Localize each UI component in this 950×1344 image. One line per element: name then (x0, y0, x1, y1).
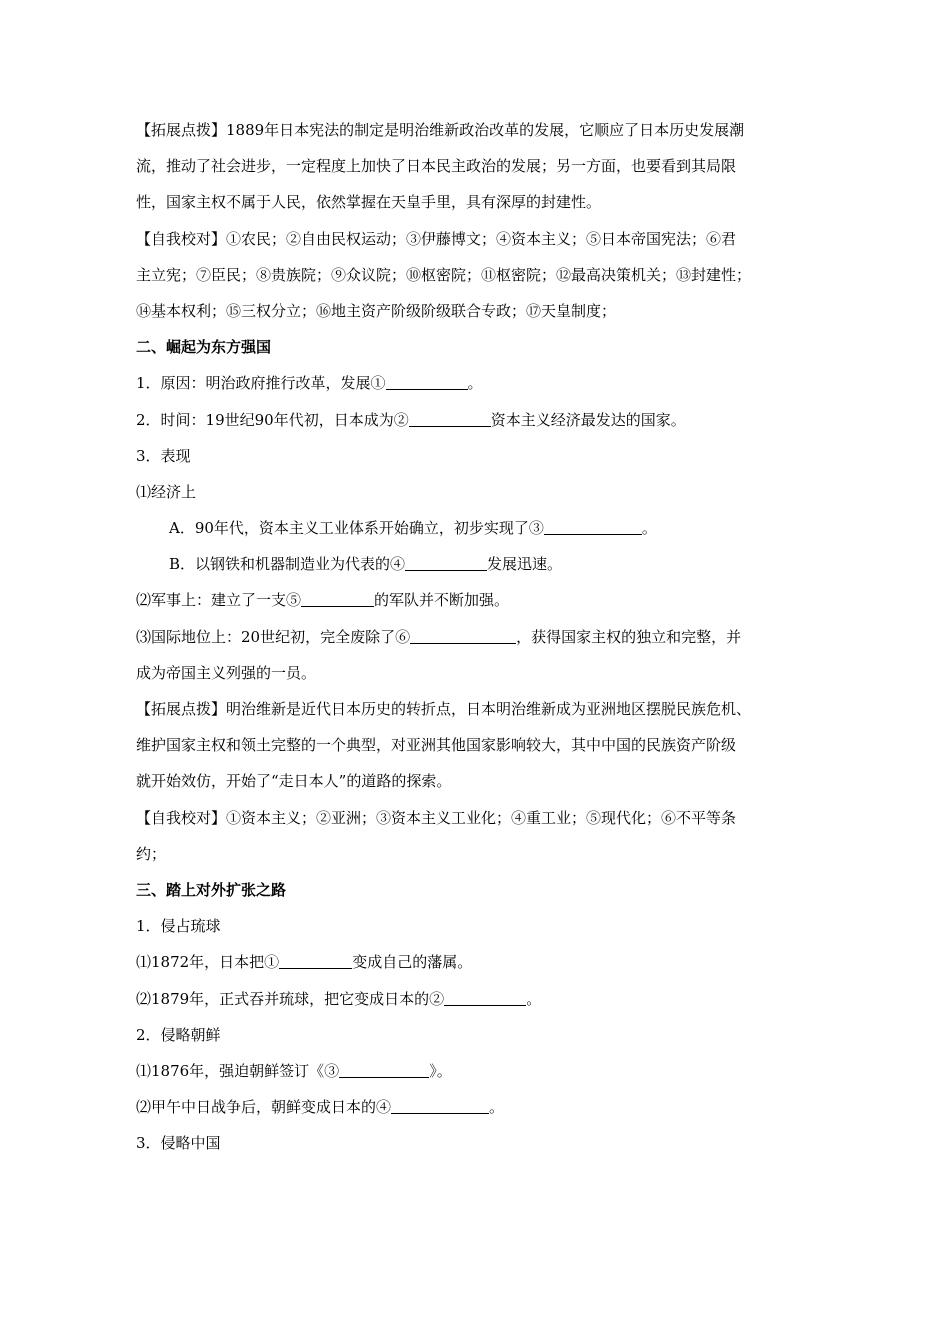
line-text: B．以钢铁和机器制造业为代表的④ (169, 555, 406, 574)
line-text: ⑵军事上：建立了一支⑤ (136, 591, 302, 610)
line-text: 约； (136, 844, 167, 863)
text-line (136, 916, 836, 936)
line-text: 1．侵占琉球 (136, 917, 221, 936)
line-text: ⑵1879年，正式吞并琉球，把它变成日本的② (136, 989, 445, 1008)
section-heading (136, 880, 836, 900)
line-text-after-blank: ，获得国家主权的独立和完整，并 (516, 627, 742, 646)
text-line (136, 1097, 836, 1117)
line-text-after-blank: 。 (526, 989, 542, 1008)
line-text-after-blank: 变成自己的藩属。 (352, 953, 473, 972)
line-text-after-blank: 。 (467, 374, 483, 393)
text-line (136, 1061, 836, 1081)
fill-in-blank (409, 411, 491, 427)
text-line (136, 989, 836, 1009)
fill-in-blank (444, 990, 526, 1006)
fill-in-blank (391, 1098, 489, 1114)
line-text: 三、踏上对外扩张之路 (136, 880, 287, 899)
text-line (136, 482, 836, 502)
line-text: 2．时间：19世纪90年代初，日本成为② (136, 410, 409, 429)
text-line (136, 410, 836, 430)
line-text-after-blank: 的军队并不断加强。 (374, 591, 510, 610)
text-line (136, 192, 836, 212)
line-text: 【自我校对】①农民；②自由民权运动；③伊藤博文；④资本主义；⑤日本帝国宪法；⑥君 (136, 229, 737, 248)
line-text: 【自我校对】①资本主义；②亚洲；③资本主义工业化；④重工业；⑤现代化；⑥不平等条 (136, 808, 737, 827)
line-text-after-blank: 发展迅速。 (487, 555, 563, 574)
line-text: 3．表现 (136, 446, 191, 465)
text-line (136, 1133, 836, 1153)
line-text: 成为帝国主义列强的一员。 (136, 663, 317, 682)
text-line (136, 952, 836, 972)
fill-in-blank (405, 555, 487, 571)
line-text-after-blank: 。 (641, 519, 657, 538)
line-text: 性，国家主权不属于人民，依然掌握在天皇手里，具有深厚的封建性。 (136, 193, 602, 212)
text-line (136, 699, 836, 719)
text-line (136, 446, 836, 466)
line-text: ⑵甲午中日战争后，朝鲜变成日本的④ (136, 1098, 392, 1117)
text-line (136, 156, 836, 176)
text-line (136, 1025, 836, 1045)
fill-in-blank (410, 628, 516, 644)
fill-in-blank (279, 953, 352, 969)
text-line (136, 265, 836, 285)
text-line (136, 301, 836, 321)
line-text: 【拓展点拨】明治维新是近代日本历史的转折点，日本明治维新成为亚洲地区摆脱民族危机、 (136, 700, 752, 718)
fill-in-blank (544, 519, 642, 535)
fill-in-blank (301, 591, 374, 607)
line-text: ⑴经济上 (136, 482, 197, 501)
line-text-after-blank: 》。 (429, 1061, 452, 1080)
line-text: ⑭基本权利；⑮三权分立；⑯地主资产阶级阶级联合专政；⑰天皇制度； (136, 301, 617, 320)
line-text: 1．原因：明治政府推行改革，发展① (136, 374, 386, 393)
text-line (136, 663, 836, 683)
text-line (136, 229, 836, 249)
line-text: ⑴1872年，日本把① (136, 953, 280, 972)
line-text: ⑴1876年，强迫朝鲜签订《③ (136, 1061, 340, 1080)
line-text: A．90年代，资本主义工业体系开始确立，初步实现了③ (169, 519, 544, 538)
text-line (136, 627, 836, 647)
text-line (136, 844, 836, 864)
fill-in-blank (386, 374, 468, 390)
line-text: 【拓展点拨】1889年日本宪法的制定是明治维新政治改革的发展，它顺应了日本历史发展潮 (136, 121, 745, 139)
text-line (136, 590, 836, 610)
line-text: 二、崛起为东方强国 (136, 338, 272, 357)
document-page (136, 120, 836, 1169)
line-text: 3．侵略中国 (136, 1134, 221, 1153)
line-text-after-blank: 资本主义经济最发达的国家。 (490, 410, 686, 429)
line-text: 就开始效仿，开始了“走日本人”的道路的探索。 (136, 772, 452, 791)
text-line (136, 554, 836, 574)
text-line (136, 120, 836, 140)
line-text: 流，推动了社会进步，一定程度上加快了日本民主政治的发展；另一方面，也要看到其局限 (136, 157, 737, 176)
fill-in-blank (339, 1062, 429, 1078)
line-text: 主立宪；⑦臣民；⑧贵族院；⑨众议院；⑩枢密院；⑪枢密院；⑫最高决策机关；⑬封建性； (136, 265, 752, 284)
line-text: 维护国家主权和领土完整的一个典型，对亚洲其他国家影响较大，其中中国的民族资产阶级 (136, 736, 737, 755)
line-text: ⑶国际地位上：20世纪初，完全废除了⑥ (136, 627, 411, 646)
text-line (136, 771, 836, 791)
text-line (136, 735, 836, 755)
section-heading (136, 337, 836, 357)
text-line (136, 518, 836, 538)
text-line (136, 808, 836, 828)
line-text: 2．侵略朝鲜 (136, 1025, 221, 1044)
line-text-after-blank: 。 (489, 1098, 505, 1117)
text-line (136, 373, 836, 393)
